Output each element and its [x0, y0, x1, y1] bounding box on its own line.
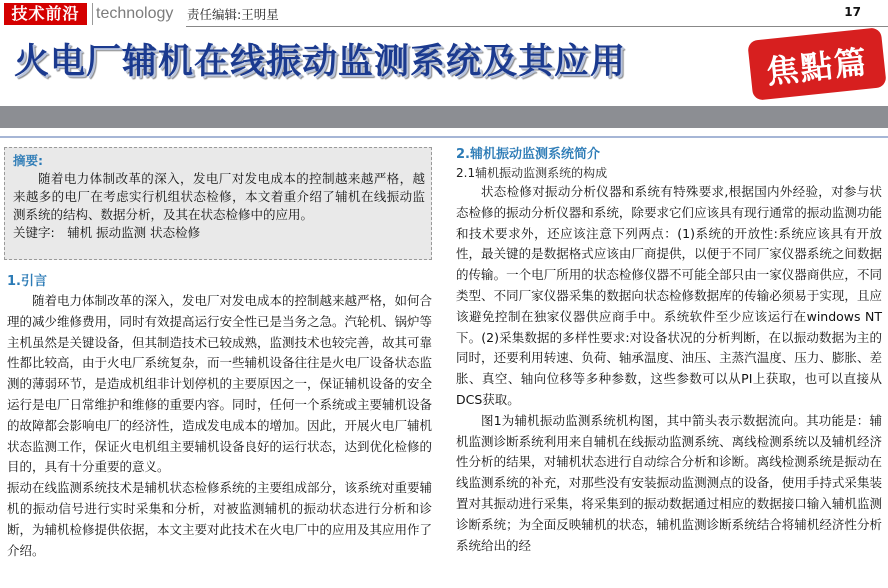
header-divider	[92, 3, 93, 25]
abstract-label: 摘要:	[13, 153, 43, 168]
system-paragraph-2: 图1为辅机振动监测系统机构图，其中箭头表示数据流向。其功能是：辅机监测诊断系统利用来自辅机在线振动监测系统、离线检测系统以及辅机经济性分析的结果，对辅机状态进行自动综合分析和诊断。离线检测系统是振动在线监测系统的补充，对那些没有安装振动监测测点的设备，使用手持式采集装置对其振动进行采集，将采集到的振动数据通过相应的数据接口输入辅机监测诊断系统；为全面反映辅机的状态，辅机监测诊断系统结合将辅机经济性分析系统给出的经	[456, 412, 882, 553]
title-band	[0, 106, 888, 128]
section-heading-system: 2.辅机振动监测系统简介	[456, 147, 600, 162]
section-heading-intro: 1.引言	[7, 274, 47, 289]
column-stamp-text: 焦點篇	[764, 42, 871, 92]
header-rule	[186, 26, 888, 27]
page-header	[0, 0, 888, 30]
section-brand-english: technology	[96, 5, 174, 22]
intro-paragraph-1: 随着电力体制改革的深入，发电厂对发电成本的控制越来越严格，如何合理的减少维修费用，同时有效提高运行安全性已是当务之急。汽轮机、锅炉等主机虽然是关键设备，但其制造技术已较成熟，监测技术也较完善，故其可靠性都比较高，由于火电厂系统复杂，而一些辅机设备往往是火电厂设备状态监测的薄弱环节，是造成机组非计划停机的主要原因之一，保证辅机设备的安全运行是电厂日常维护和维修的重要内容。同时，任何一个系统或主要辅机设备的故障都会影响电厂的经济性，造成发电成本的增加。因此，开展火电厂辅机状态监测工作，保证火电机组主要辅机设备良好的运行状态，达到优化检修的目的，具有十分重要的意义。	[7, 293, 433, 475]
left-column	[7, 272, 432, 561]
article-title: 火电厂辅机在线振动监测系统及其应用	[14, 42, 627, 82]
abstract-body: 随着电力体制改革的深入，发电厂对发电成本的控制越来越严格，越来越多的电厂在考虑实行机组状态检修，本文着重介绍了辅机在线振动监测系统的结构、数据分析，及其在状态检修中的应用。	[13, 171, 425, 222]
section-brand-badge: 技术前沿	[4, 3, 87, 25]
editor-credit: 责任编辑:王明星	[187, 7, 279, 22]
intro-paragraph-2: 振动在线监测系统技术是辅机状态检修系统的主要组成部分，该系统对重要辅机的振动信号进行实时采集和分析，对被监测辅机的振动状态进行分析和诊断，为辅机检修提供依据，本文主要对此技术在火电厂中的应用及其应用作了介绍。	[7, 480, 433, 558]
page-number: 17	[844, 5, 861, 19]
keywords: 关键字: 辅机 振动监测 状态检修	[13, 225, 201, 240]
subsection-heading-2-1: 2.1辅机振动监测系统的构成	[456, 166, 608, 180]
abstract-box	[4, 147, 432, 260]
column-stamp	[747, 27, 887, 101]
system-paragraph-1: 状态检修对振动分析仪器和系统有特殊要求,根据国内外经验，对参与状态检修的振动分析仪器和系统，除要求它们应该具有现行通常的振动监测功能和技术要求外，还应该注意下列两点：(1)系统的开放性:系统应该具有开放性，最关键的是数据格式应该由厂商提供，以便于不同厂家仪器系统之间数据的传输。一个电厂所用的状态检修仪器不可能全部只由一家仪器商供应，不同类型、不同厂家仪器采集的数据向状态检修数据库的传输必须易于实现，且应该避免控制在独家仪器供应商手中。系统软件至少应该运行在windows NT下。(2)采集数据的多样性要求:对设备状况的分析判断，在以振动数据为主的同时，还要利用转速、负荷、轴承温度、油压、主蒸汽温度、压力、膨胀、差胀、真空、轴向位移等多种参数，这些参数可以从PI上获取，也可以直接从DCS获取。	[456, 184, 882, 407]
title-underline	[0, 136, 888, 138]
right-column	[456, 145, 882, 556]
